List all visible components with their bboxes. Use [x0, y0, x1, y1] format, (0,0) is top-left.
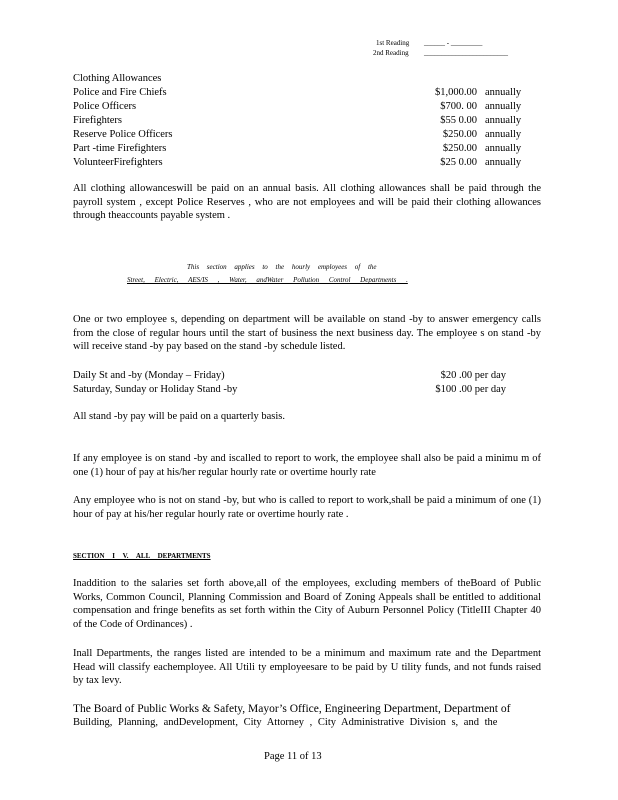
- standby-applies-line: This section applies to the hourly employees of the: [187, 263, 377, 271]
- clothing-row-label: Police Officers: [73, 101, 137, 112]
- clothing-row-unit: annually: [485, 115, 522, 126]
- clothing-paragraph: All clothing allowanceswill be paid on an annual basis. All clothing allowances shall be paid through the payroll system , except Police Reserves , who are not employees and will be paid their clothing allowances through theaccounts payable system .: [73, 183, 541, 221]
- standby-row-amount: $20 .00 per day: [440, 370, 506, 381]
- clothing-row-label: Police and Fire Chiefs: [73, 87, 167, 98]
- clothing-row-label: Part -time Firefighters: [73, 143, 167, 154]
- standby-row-label: Saturday, Sunday or Holiday Stand -by: [73, 384, 238, 395]
- clothing-row-unit: annually: [485, 157, 522, 168]
- section-iv-paragraph-3-line-2: Building, Planning, andDevelopment, City Attorney , City Administrative Division s, and the: [73, 717, 498, 728]
- clothing-row-amount: $250.00: [442, 129, 477, 140]
- clothing-row-amount: $700. 00: [440, 101, 477, 112]
- section-iv-paragraph-1: Inaddition to the salaries set forth above,all of the employees, excluding members of theBoard of Public Works, Common Council, Planning Commission and Board of Zoning Appeals shall be entitled to additional compensation and fringe benefits as set forth within the City of Auburn Personnel Policy (TitleIII Chapter 40 of the Code of Ordinances) .: [73, 578, 541, 630]
- section-iv-paragraph-3-line-1: The Board of Public Works & Safety, Mayor’s Office, Engineering Department, Department of: [73, 703, 511, 715]
- clothing-row-amount: $1,000.00: [435, 87, 477, 98]
- standby-row-amount: $100 .00 per day: [435, 384, 506, 395]
- page-number: Page 11 of 13: [264, 751, 322, 762]
- called-in-paragraph: If any employee is on stand -by and iscalled to report to work, the employee shall also be paid a minimu m of one (1) hour of pay at his/her regular hourly rate or overtime hourly rate: [73, 453, 541, 478]
- clothing-row-unit: annually: [485, 87, 522, 98]
- standby-departments-line: Street, Electric, AES/IS , Water, andWater Pollution Control Departments .: [127, 276, 408, 284]
- clothing-row-amount: $55 0.00: [440, 115, 477, 126]
- not-on-standby-paragraph: Any employee who is not on stand -by, but who is called to report to work,shall be paid a minimum of one (1) hour of pay at his/her regular hourly rate or overtime hourly rate .: [73, 495, 541, 520]
- standby-quarterly-paragraph: All stand -by pay will be paid on a quarterly basis.: [73, 411, 285, 422]
- clothing-row-amount: $250.00: [442, 143, 477, 154]
- first-reading-value: ______ - _________: [424, 39, 483, 47]
- clothing-header: Clothing Allowances: [73, 73, 162, 84]
- section-iv-heading: SECTION I V. ALL DEPARTMENTS: [73, 552, 211, 560]
- standby-row-label: Daily St and -by (Monday – Friday): [73, 370, 225, 381]
- second-reading-value: ________________________: [424, 49, 508, 57]
- clothing-row-amount: $25 0.00: [440, 157, 477, 168]
- clothing-row-unit: annually: [485, 129, 522, 140]
- clothing-row-label: Firefighters: [73, 115, 122, 126]
- clothing-row-unit: annually: [485, 101, 522, 112]
- standby-paragraph: One or two employee s, depending on department will be available on stand -by to answer emergency calls from the close of regular hours until the start of business the next business day. The employee s on stand -by will receive stand -by pay based on the stand -by schedule listed.: [73, 314, 541, 352]
- section-iv-paragraph-2: Inall Departments, the ranges listed are intended to be a minimum and maximum rate and the Department Head will classify eachemployee. All Utili ty employeesare to be paid by U tility funds, and not funds raised by tax levy.: [73, 648, 541, 686]
- clothing-row-unit: annually: [485, 143, 522, 154]
- second-reading-label: 2nd Reading: [373, 49, 409, 57]
- clothing-row-label: Reserve Police Officers: [73, 129, 173, 140]
- first-reading-label: 1st Reading: [376, 39, 410, 47]
- clothing-row-label: VolunteerFirefighters: [73, 157, 163, 168]
